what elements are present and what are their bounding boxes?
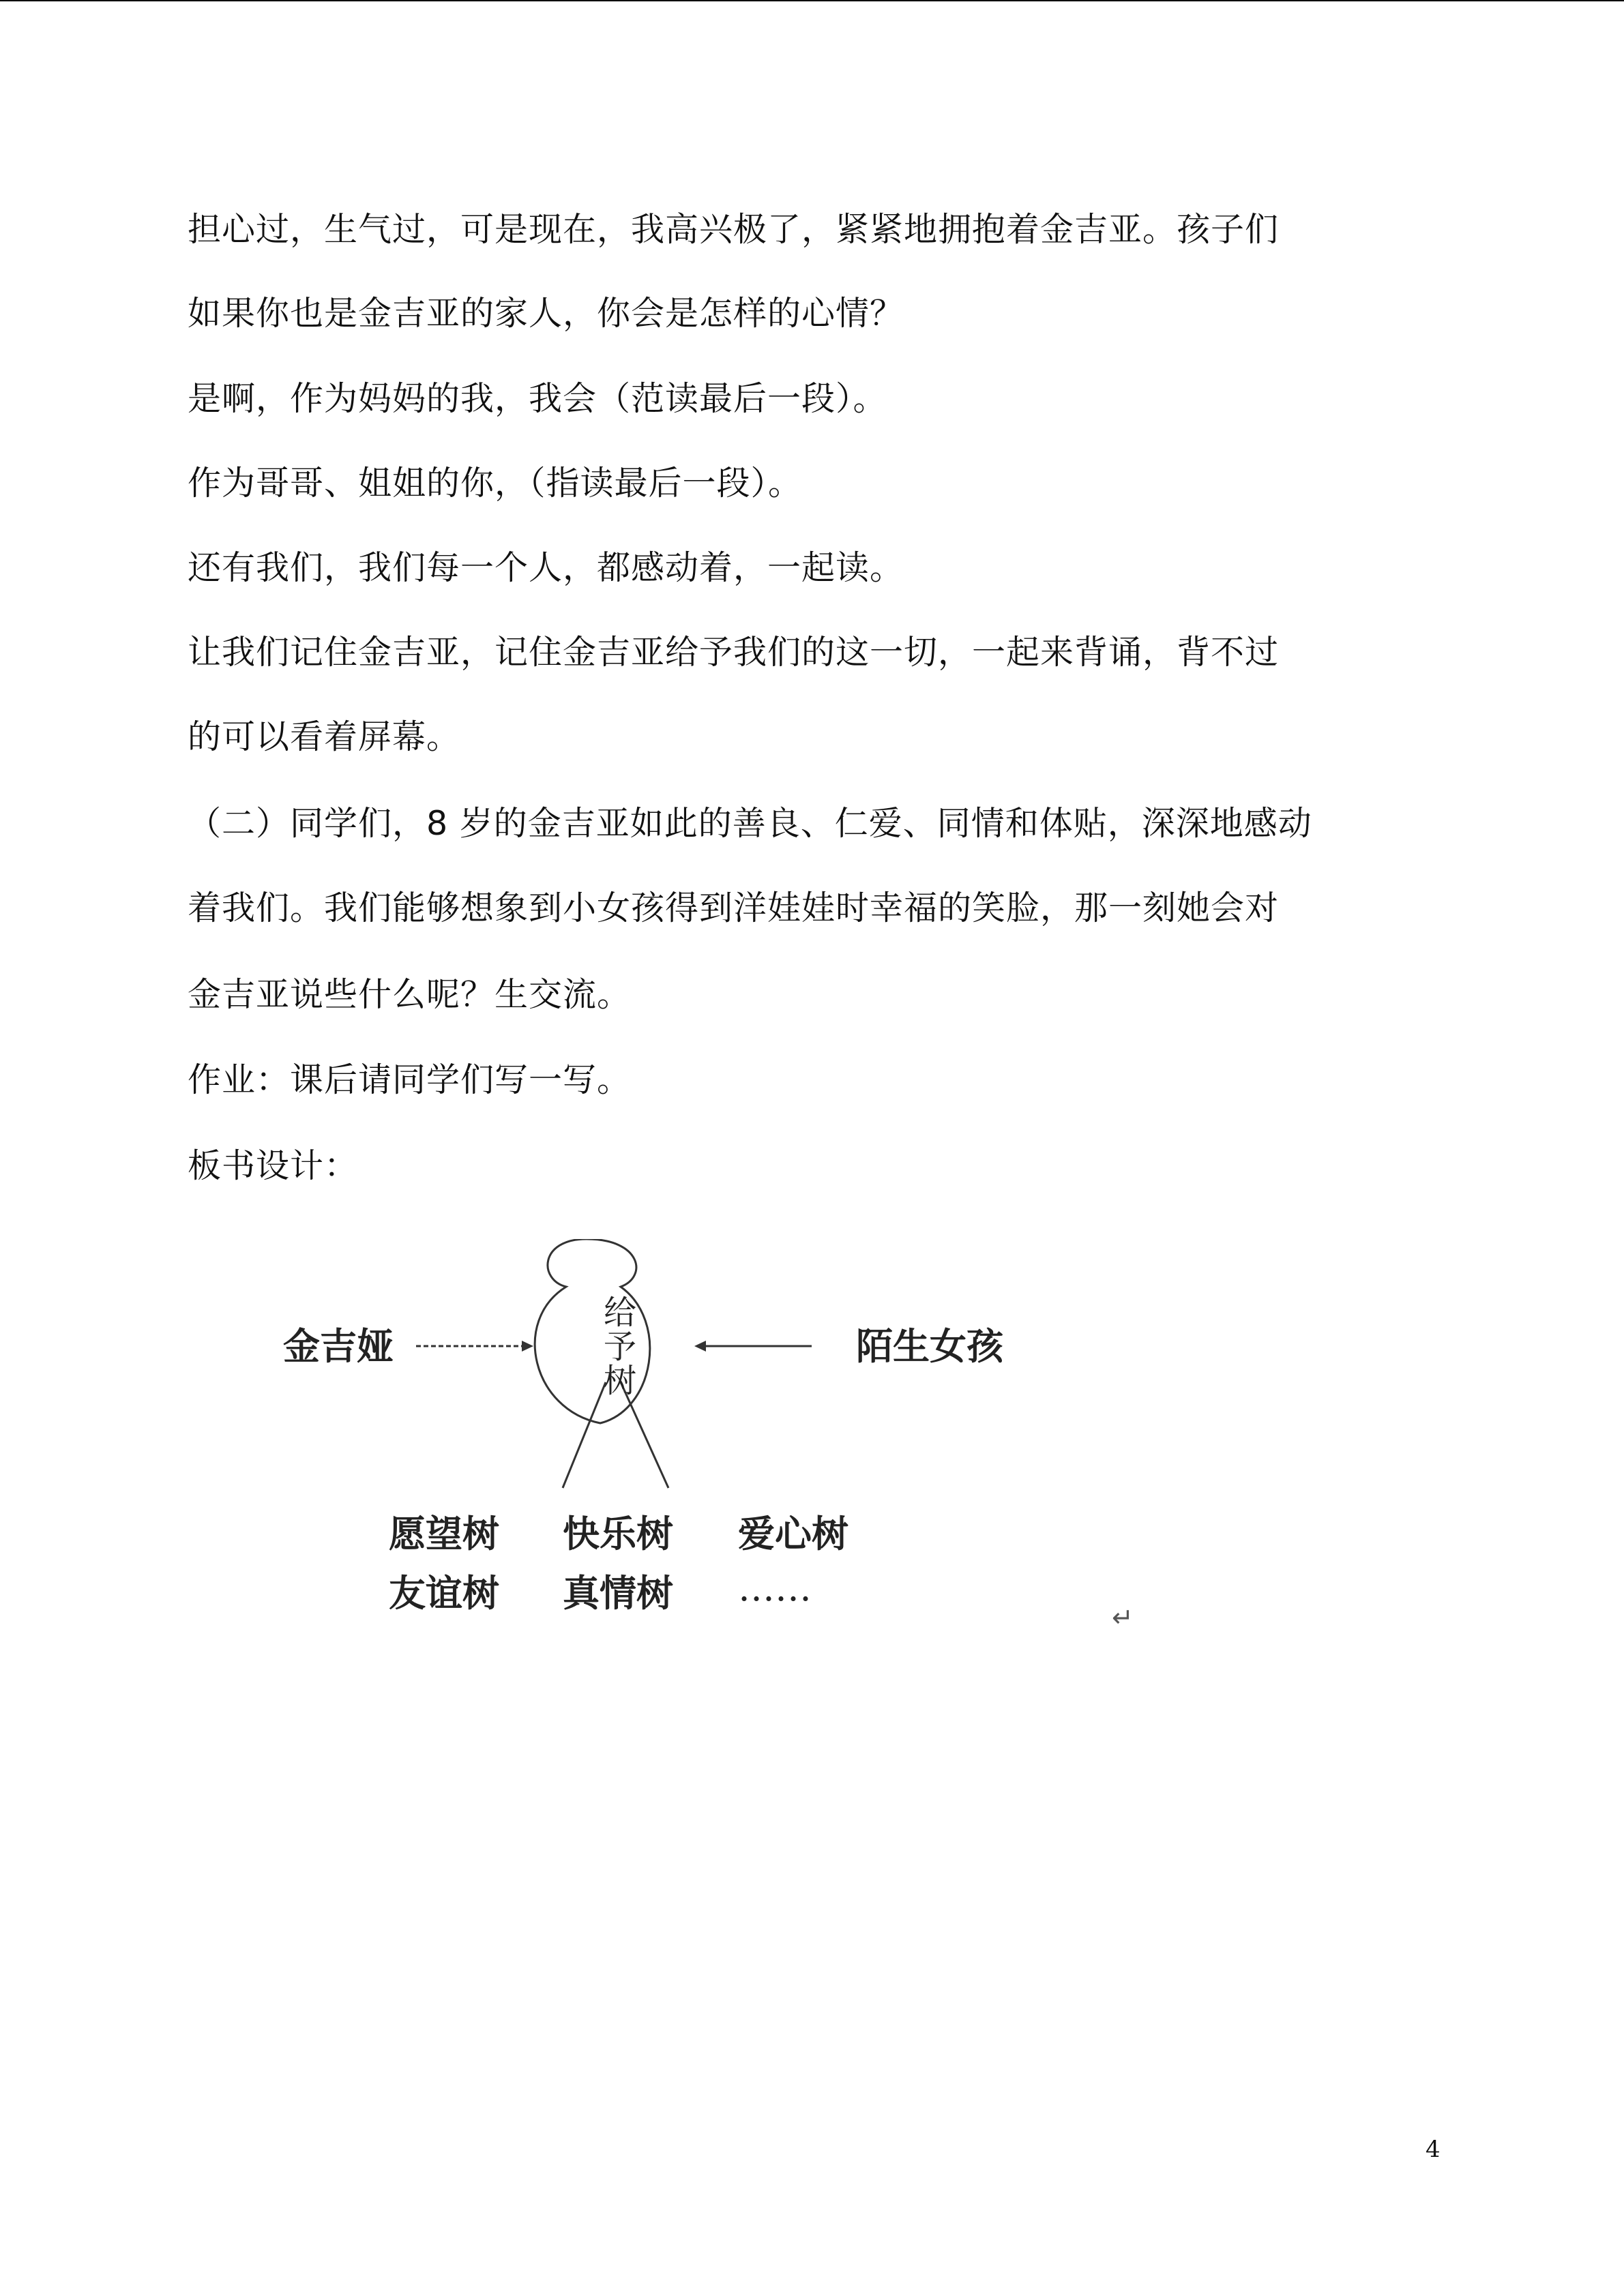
tree-wish: 愿望树 [389, 1512, 499, 1555]
board-design-diagram [218, 1239, 1173, 1648]
diagram-lines [218, 1239, 1173, 1648]
paragraph-line-2: 如果你也是金吉亚的家人，你会是怎样的心情？ [188, 294, 904, 333]
paragraph-line-4: 作为哥哥、姐姐的你，（指读最后一段）。 [188, 464, 803, 503]
return-mark-icon: ↵ [1112, 1602, 1134, 1632]
paragraph-line-12: 板书设计： [188, 1146, 359, 1185]
left-arrow-head [522, 1341, 533, 1352]
right-arrow-head [694, 1341, 706, 1352]
paragraph-line-10: 金吉亚说些什么呢？生交流。 [188, 975, 632, 1014]
paragraph-line-6: 让我们记住金吉亚，记住金吉亚给予我们的这一切，一起来背诵，背不过 [188, 633, 1280, 672]
tree-happy: 快乐树 [563, 1512, 673, 1555]
paragraph-line-9: 着我们。我们能够想象到小女孩得到洋娃娃时幸福的笑脸，那一刻她会对 [188, 889, 1280, 927]
paragraph-line-3: 是啊，作为妈妈的我，我会（范读最后一段）。 [188, 379, 887, 418]
paragraph-line-7: 的可以看着屏幕。 [188, 717, 461, 756]
center-char-1: 给 [604, 1294, 637, 1332]
tree-friendship: 友谊树 [389, 1571, 499, 1615]
ellipsis: …… [738, 1566, 812, 1609]
tree-love: 爱心树 [738, 1512, 848, 1555]
center-char-2: 予 [604, 1328, 637, 1366]
trunk-left-line [563, 1382, 606, 1488]
center-char-3: 树 [604, 1362, 637, 1400]
tree-sincere: 真情树 [563, 1571, 673, 1615]
paragraph-line-11: 作业：课后请同学们写一写。 [188, 1060, 632, 1099]
left-label: 金吉娅 [283, 1324, 394, 1368]
page-number: 4 [1426, 2136, 1441, 2163]
paragraph-line-5: 还有我们，我们每一个人，都感动着，一起读。 [188, 548, 904, 587]
paragraph-line-8: （二）同学们，8 岁的金吉亚如此的善良、仁爱、同情和体贴，深深地感动 [188, 804, 1312, 843]
paragraph-line-1: 担心过，生气过，可是现在，我高兴极了，紧紧地拥抱着金吉亚。孩子们 [188, 210, 1280, 249]
right-label: 陌生女孩 [856, 1324, 1003, 1368]
